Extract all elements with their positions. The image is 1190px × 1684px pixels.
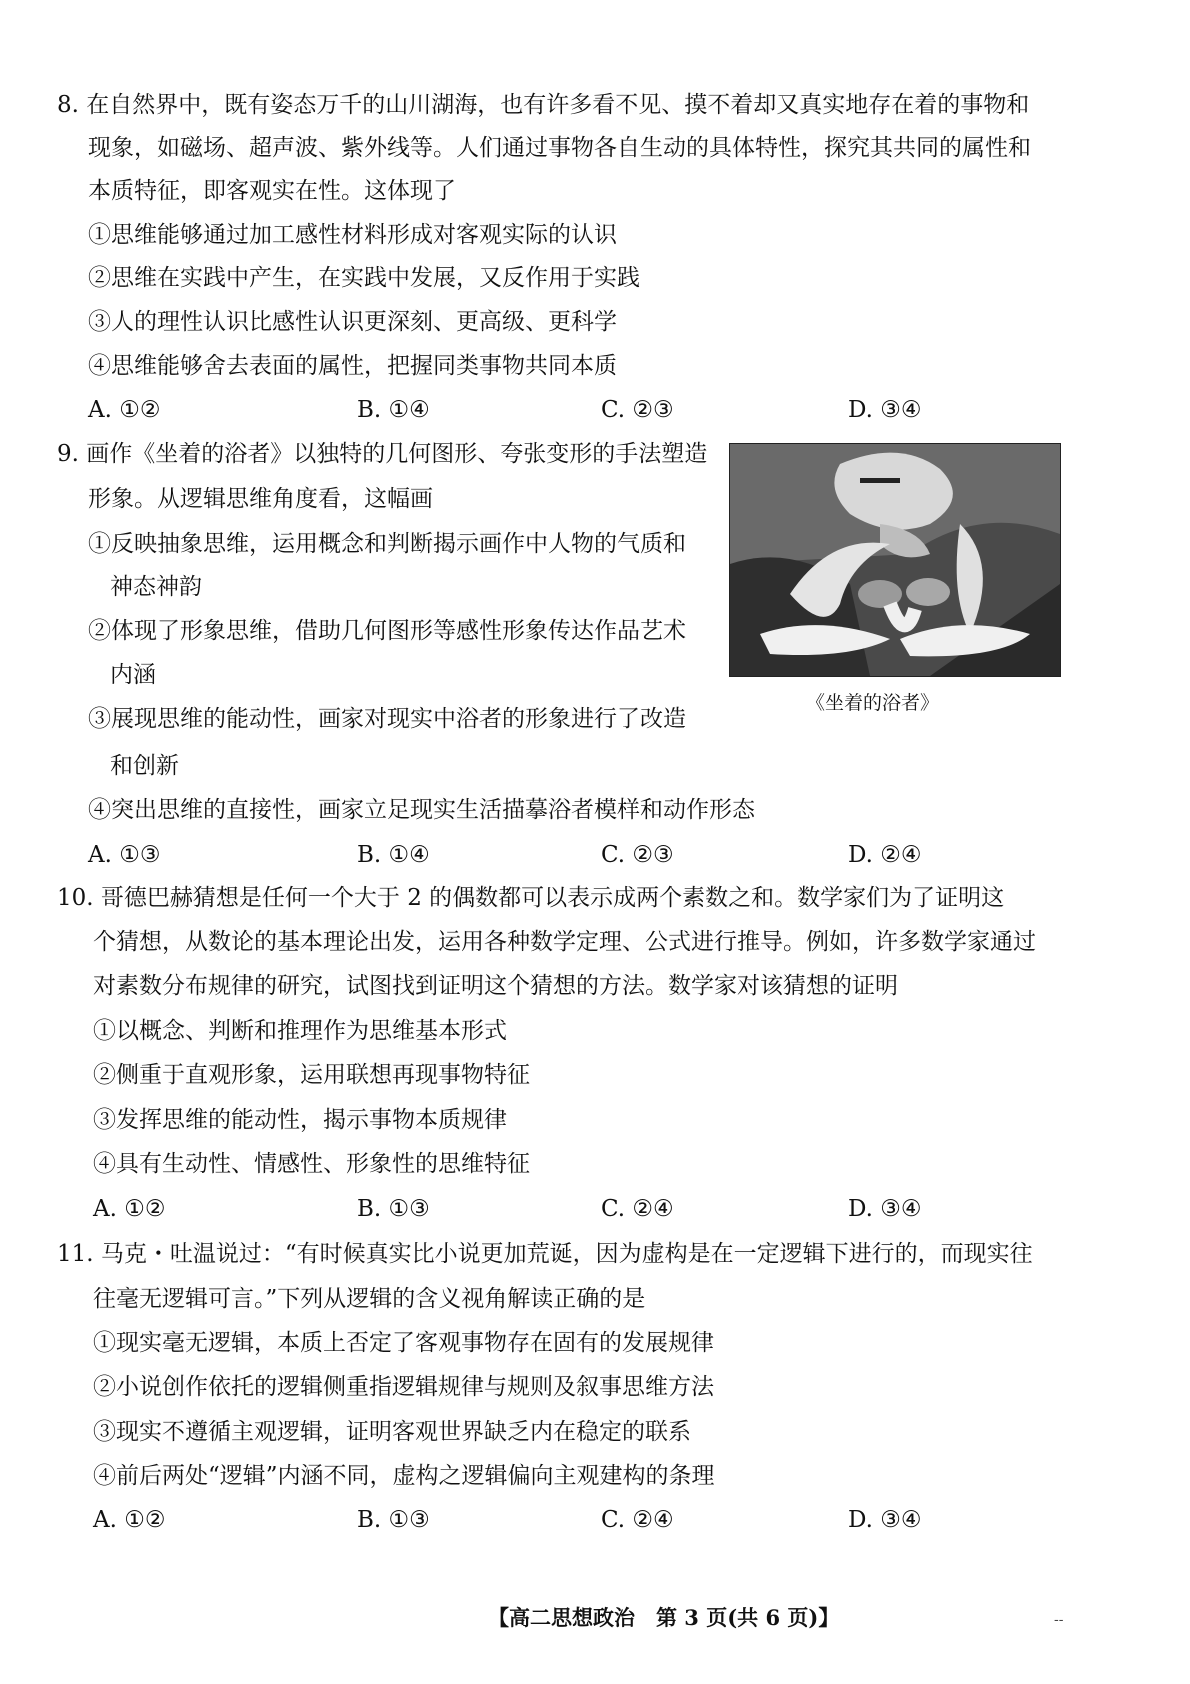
q8-statement-2: ②思维在实践中产生，在实践中发展，又反作用于实践 xyxy=(88,265,640,291)
q10-option-d: D. ③④ xyxy=(848,1196,922,1222)
q11-statement-1: ①现实毫无逻辑，本质上否定了客观事物存在固有的发展规律 xyxy=(93,1330,714,1356)
q11-statement-2: ②小说创作依托的逻辑侧重指逻辑规律与规则及叙事思维方法 xyxy=(93,1374,714,1400)
q8-statement-3: ③人的理性认识比感性认识更深刻、更高级、更科学 xyxy=(88,309,617,335)
q9-statement-2-cont: 内涵 xyxy=(110,662,156,688)
q9-option-d: D. ②④ xyxy=(848,842,922,868)
q8-stem-line-3: 本质特征，即客观实在性。这体现了 xyxy=(88,178,456,204)
q9-statement-4: ④突出思维的直接性，画家立足现实生活描摹浴者模样和动作形态 xyxy=(88,797,755,823)
q10-statement-1: ①以概念、判断和推理作为思维基本形式 xyxy=(93,1018,507,1044)
q9-statement-3-cont: 和创新 xyxy=(110,753,179,779)
q8-option-c: C. ②③ xyxy=(601,397,674,423)
q9-statement-1: ①反映抽象思维，运用概念和判断揭示画作中人物的气质和 xyxy=(88,531,686,557)
q10-statement-4: ④具有生动性、情感性、形象性的思维特征 xyxy=(93,1151,530,1177)
q9-option-c: C. ②③ xyxy=(601,842,674,868)
q11-option-d: D. ③④ xyxy=(848,1507,922,1533)
q9-statement-3: ③展现思维的能动性，画家对现实中浴者的形象进行了改造 xyxy=(88,706,686,732)
q10-option-c: C. ②④ xyxy=(601,1196,674,1222)
q11-option-c: C. ②④ xyxy=(601,1507,674,1533)
q10-option-a: A. ①② xyxy=(93,1196,166,1222)
q11-option-b: B. ①③ xyxy=(357,1507,430,1533)
q9-statement-2: ②体现了形象思维，借助几何图形等感性形象传达作品艺术 xyxy=(88,618,686,644)
q10-option-b: B. ①③ xyxy=(357,1196,430,1222)
q11-statement-3: ③现实不遵循主观逻辑，证明客观世界缺乏内在稳定的联系 xyxy=(93,1419,691,1445)
q10-stem-line-1: 10. 哥德巴赫猜想是任何一个大于 2 的偶数都可以表示成两个素数之和。数学家们为了证明这 xyxy=(57,885,1005,911)
painting-caption: 《坐着的浴者》 xyxy=(806,692,940,714)
q11-stem-line-1: 11. 马克・吐温说过：“有时候真实比小说更加荒诞，因为虚构是在一定逻辑下进行的，而现实往 xyxy=(57,1241,1033,1267)
q8-option-b: B. ①④ xyxy=(357,397,430,423)
q11-stem-line-2: 往毫无逻辑可言。”下列从逻辑的含义视角解读正确的是 xyxy=(93,1286,646,1312)
q8-option-a: A. ①② xyxy=(88,397,161,423)
q9-option-b: B. ①④ xyxy=(357,842,430,868)
q11-statement-4: ④前后两处“逻辑”内涵不同，虚构之逻辑偏向主观建构的条理 xyxy=(93,1463,715,1489)
q9-statement-1-cont: 神态神韵 xyxy=(110,574,202,600)
q8-stem-line-2: 现象，如磁场、超声波、紫外线等。人们通过事物各自生动的具体特性，探究其共同的属性和 xyxy=(88,135,1031,161)
painting-illustration xyxy=(730,444,1060,676)
q10-stem-line-2: 个猜想，从数论的基本理论出发，运用各种数学定理、公式进行推导。例如，许多数学家通过 xyxy=(93,929,1036,955)
corner-mark: -- xyxy=(1054,1612,1064,1628)
q9-option-a: A. ①③ xyxy=(88,842,161,868)
page-footer: 【高二思想政治 第 3 页(共 6 页)】 xyxy=(488,1605,840,1630)
q8-stem-line-1: 8. 在自然界中，既有姿态万千的山川湖海，也有许多看不见、摸不着却又真实地存在着的事物和 xyxy=(57,92,1030,118)
q10-stem-line-3: 对素数分布规律的研究，试图找到证明这个猜想的方法。数学家对该猜想的证明 xyxy=(93,973,898,999)
q10-statement-2: ②侧重于直观形象，运用联想再现事物特征 xyxy=(93,1062,530,1088)
q9-stem-line-1: 9. 画作《坐着的浴者》以独特的几何图形、夸张变形的手法塑造 xyxy=(57,441,708,467)
q11-option-a: A. ①② xyxy=(93,1507,166,1533)
q8-statement-4: ④思维能够舍去表面的属性，把握同类事物共同本质 xyxy=(88,353,617,379)
q8-option-d: D. ③④ xyxy=(848,397,922,423)
q10-statement-3: ③发挥思维的能动性，揭示事物本质规律 xyxy=(93,1107,507,1133)
painting-image xyxy=(729,443,1061,677)
q9-stem-line-2: 形象。从逻辑思维角度看，这幅画 xyxy=(88,486,433,512)
q8-statement-1: ①思维能够通过加工感性材料形成对客观实际的认识 xyxy=(88,222,617,248)
